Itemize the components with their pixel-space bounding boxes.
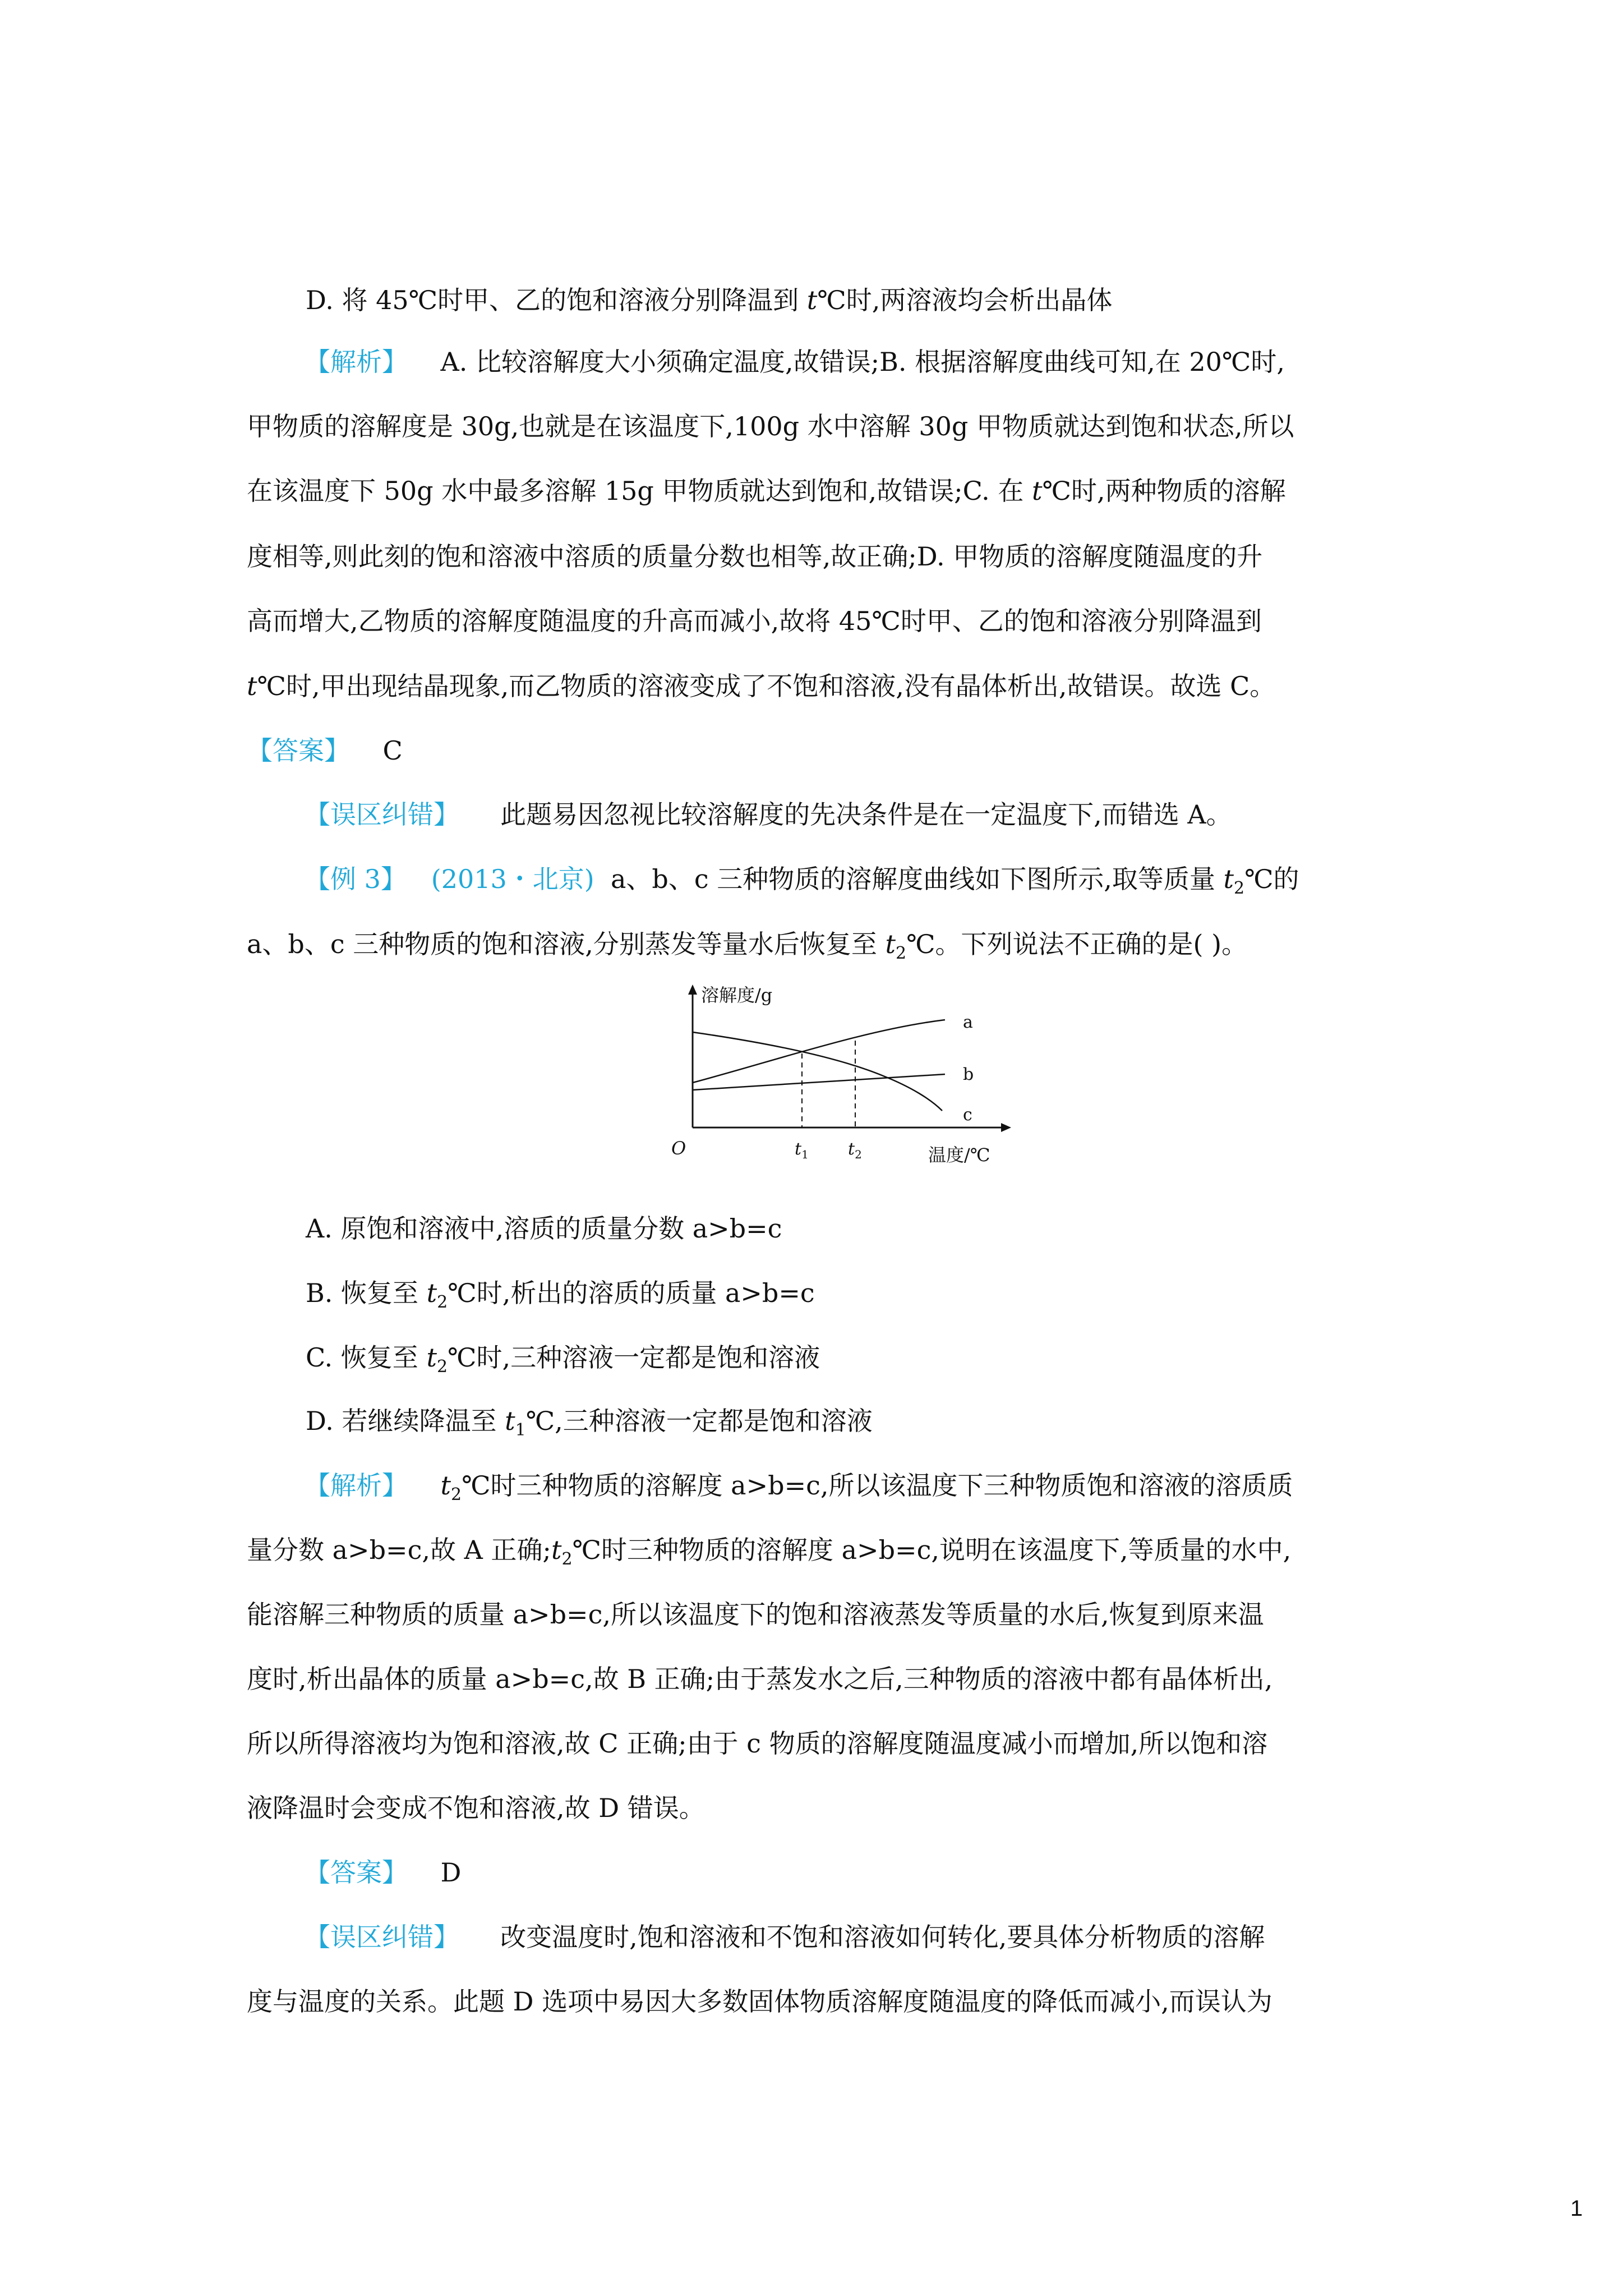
- x-axis-label: 温度/℃: [928, 1144, 990, 1166]
- ex3-analysis-line-4: 度时,析出晶体的质量 a>b=c,故 B 正确;由于蒸发水之后,三种物质的溶液中都有晶体析出,: [247, 1664, 1273, 1694]
- ex3-analysis-line-1: 【解析】 $t_2℃$时三种物质的溶解度 a>b=c,所以该温度下三种物质饱和溶液的溶质质: [305, 1470, 1293, 1504]
- ex3-analysis-line-5: 所以所得溶液均为饱和溶液,故 C 正确;由于 c 物质的溶解度随温度减小而增加,所以饱和溶: [247, 1728, 1268, 1759]
- curve-c: [693, 1032, 942, 1111]
- analysis-tag: 【解析】: [305, 347, 408, 377]
- example3-line-1: 【例 3】 (2013・北京) a、b、c 三种物质的溶解度曲线如下图所示,取等质量 $t_2℃$的: [305, 864, 1299, 898]
- option-d-prev: D. 将 45℃时甲、乙的饱和溶液分别降温到 t℃时,两溶液均会析出晶体: [306, 285, 1113, 315]
- analysis-line-2: 甲物质的溶解度是 30g,也就是在该温度下,100g 水中溶解 30g 甲物质就达到饱和状态,所以: [247, 411, 1294, 441]
- tick-label-t2: $t_2$: [848, 1139, 862, 1161]
- ex3-answer: 【答案】 D: [305, 1857, 462, 1888]
- example3-line-2: a、b、c 三种物质的饱和溶液,分别蒸发等量水后恢复至 $t_2℃$。下列说法不正确的是( )。: [247, 929, 1248, 963]
- series-label-c: c: [963, 1105, 972, 1125]
- analysis-line-6: t℃时,甲出现结晶现象,而乙物质的溶液变成了不饱和溶液,没有晶体析出,故错误。故选 C。: [247, 671, 1276, 701]
- origin-label: O: [671, 1138, 686, 1159]
- solubility-chart-svg: [631, 976, 1023, 1189]
- analysis-line-1: 【解析】 A. 比较溶解度大小须确定温度,故错误;B. 根据溶解度曲线可知,在 20℃时,: [305, 347, 1285, 377]
- option-b: B. 恢复至 $t_2℃$时,析出的溶质的质量 a>b=c: [306, 1278, 815, 1312]
- error-prev: 【误区纠错】 此题易因忽视比较溶解度的先决条件是在一定温度下,而错选 A。: [305, 799, 1232, 830]
- ex3-analysis-line-6: 液降温时会变成不饱和溶液,故 D 错误。: [247, 1793, 705, 1823]
- series-label-b: b: [963, 1065, 974, 1084]
- answer-prev: 【答案】 C: [247, 735, 403, 766]
- solubility-chart: [631, 976, 1023, 1189]
- error-tag: 【误区纠错】: [305, 799, 459, 830]
- ex3-analysis-tag: 【解析】: [305, 1470, 408, 1501]
- series-label-a: a: [963, 1013, 973, 1032]
- tick-label-t1: $t_1$: [795, 1139, 809, 1161]
- example-tag: 【例 3】: [305, 864, 407, 894]
- example-source: (2013・北京): [431, 864, 594, 894]
- ex3-analysis-line-2: 量分数 a>b=c,故 A 正确$;t_2℃$时三种物质的溶解度 a>b=c,说明在该温度下,等质量的水中,: [247, 1535, 1292, 1569]
- ex3-error-line-2: 度与温度的关系。此题 D 选项中易因大多数固体物质溶解度随温度的降低而减小,而误认为: [247, 1986, 1272, 2017]
- analysis-line-4: 度相等,则此刻的饱和溶液中溶质的质量分数也相等,故正确;D. 甲物质的溶解度随温度的升: [247, 541, 1263, 572]
- curve-a: [693, 1020, 945, 1083]
- page-number: 1: [1570, 2196, 1583, 2221]
- y-axis-label: 溶解度/g: [701, 984, 773, 1006]
- answer-tag: 【答案】: [247, 735, 350, 766]
- curve-b: [693, 1074, 945, 1090]
- ex3-error-tag: 【误区纠错】: [305, 1922, 459, 1952]
- option-c: C. 恢复至 $t_2℃$时,三种溶液一定都是饱和溶液: [306, 1342, 820, 1377]
- option-a: A. 原饱和溶液中,溶质的质量分数 a>b=c: [306, 1213, 782, 1244]
- analysis-line-3: 在该温度下 50g 水中最多溶解 15g 甲物质就达到饱和,故错误;C. 在 t℃时,两种物质的溶解: [247, 476, 1286, 506]
- analysis-line-5: 高而增大,乙物质的溶解度随温度的升高而减小,故将 45℃时甲、乙的饱和溶液分别降温到: [247, 606, 1262, 636]
- ex3-error-line-1: 【误区纠错】 改变温度时,饱和溶液和不饱和溶液如何转化,要具体分析物质的溶解: [305, 1922, 1265, 1952]
- ex3-analysis-line-3: 能溶解三种物质的质量 a>b=c,所以该温度下的饱和溶液蒸发等质量的水后,恢复到原来温: [247, 1599, 1264, 1630]
- y-axis-arrow: [688, 984, 697, 995]
- x-axis-arrow: [1001, 1123, 1011, 1132]
- ex3-answer-tag: 【答案】: [305, 1857, 408, 1888]
- option-d: D. 若继续降温至 $t_1℃$,三种溶液一定都是饱和溶液: [306, 1406, 873, 1440]
